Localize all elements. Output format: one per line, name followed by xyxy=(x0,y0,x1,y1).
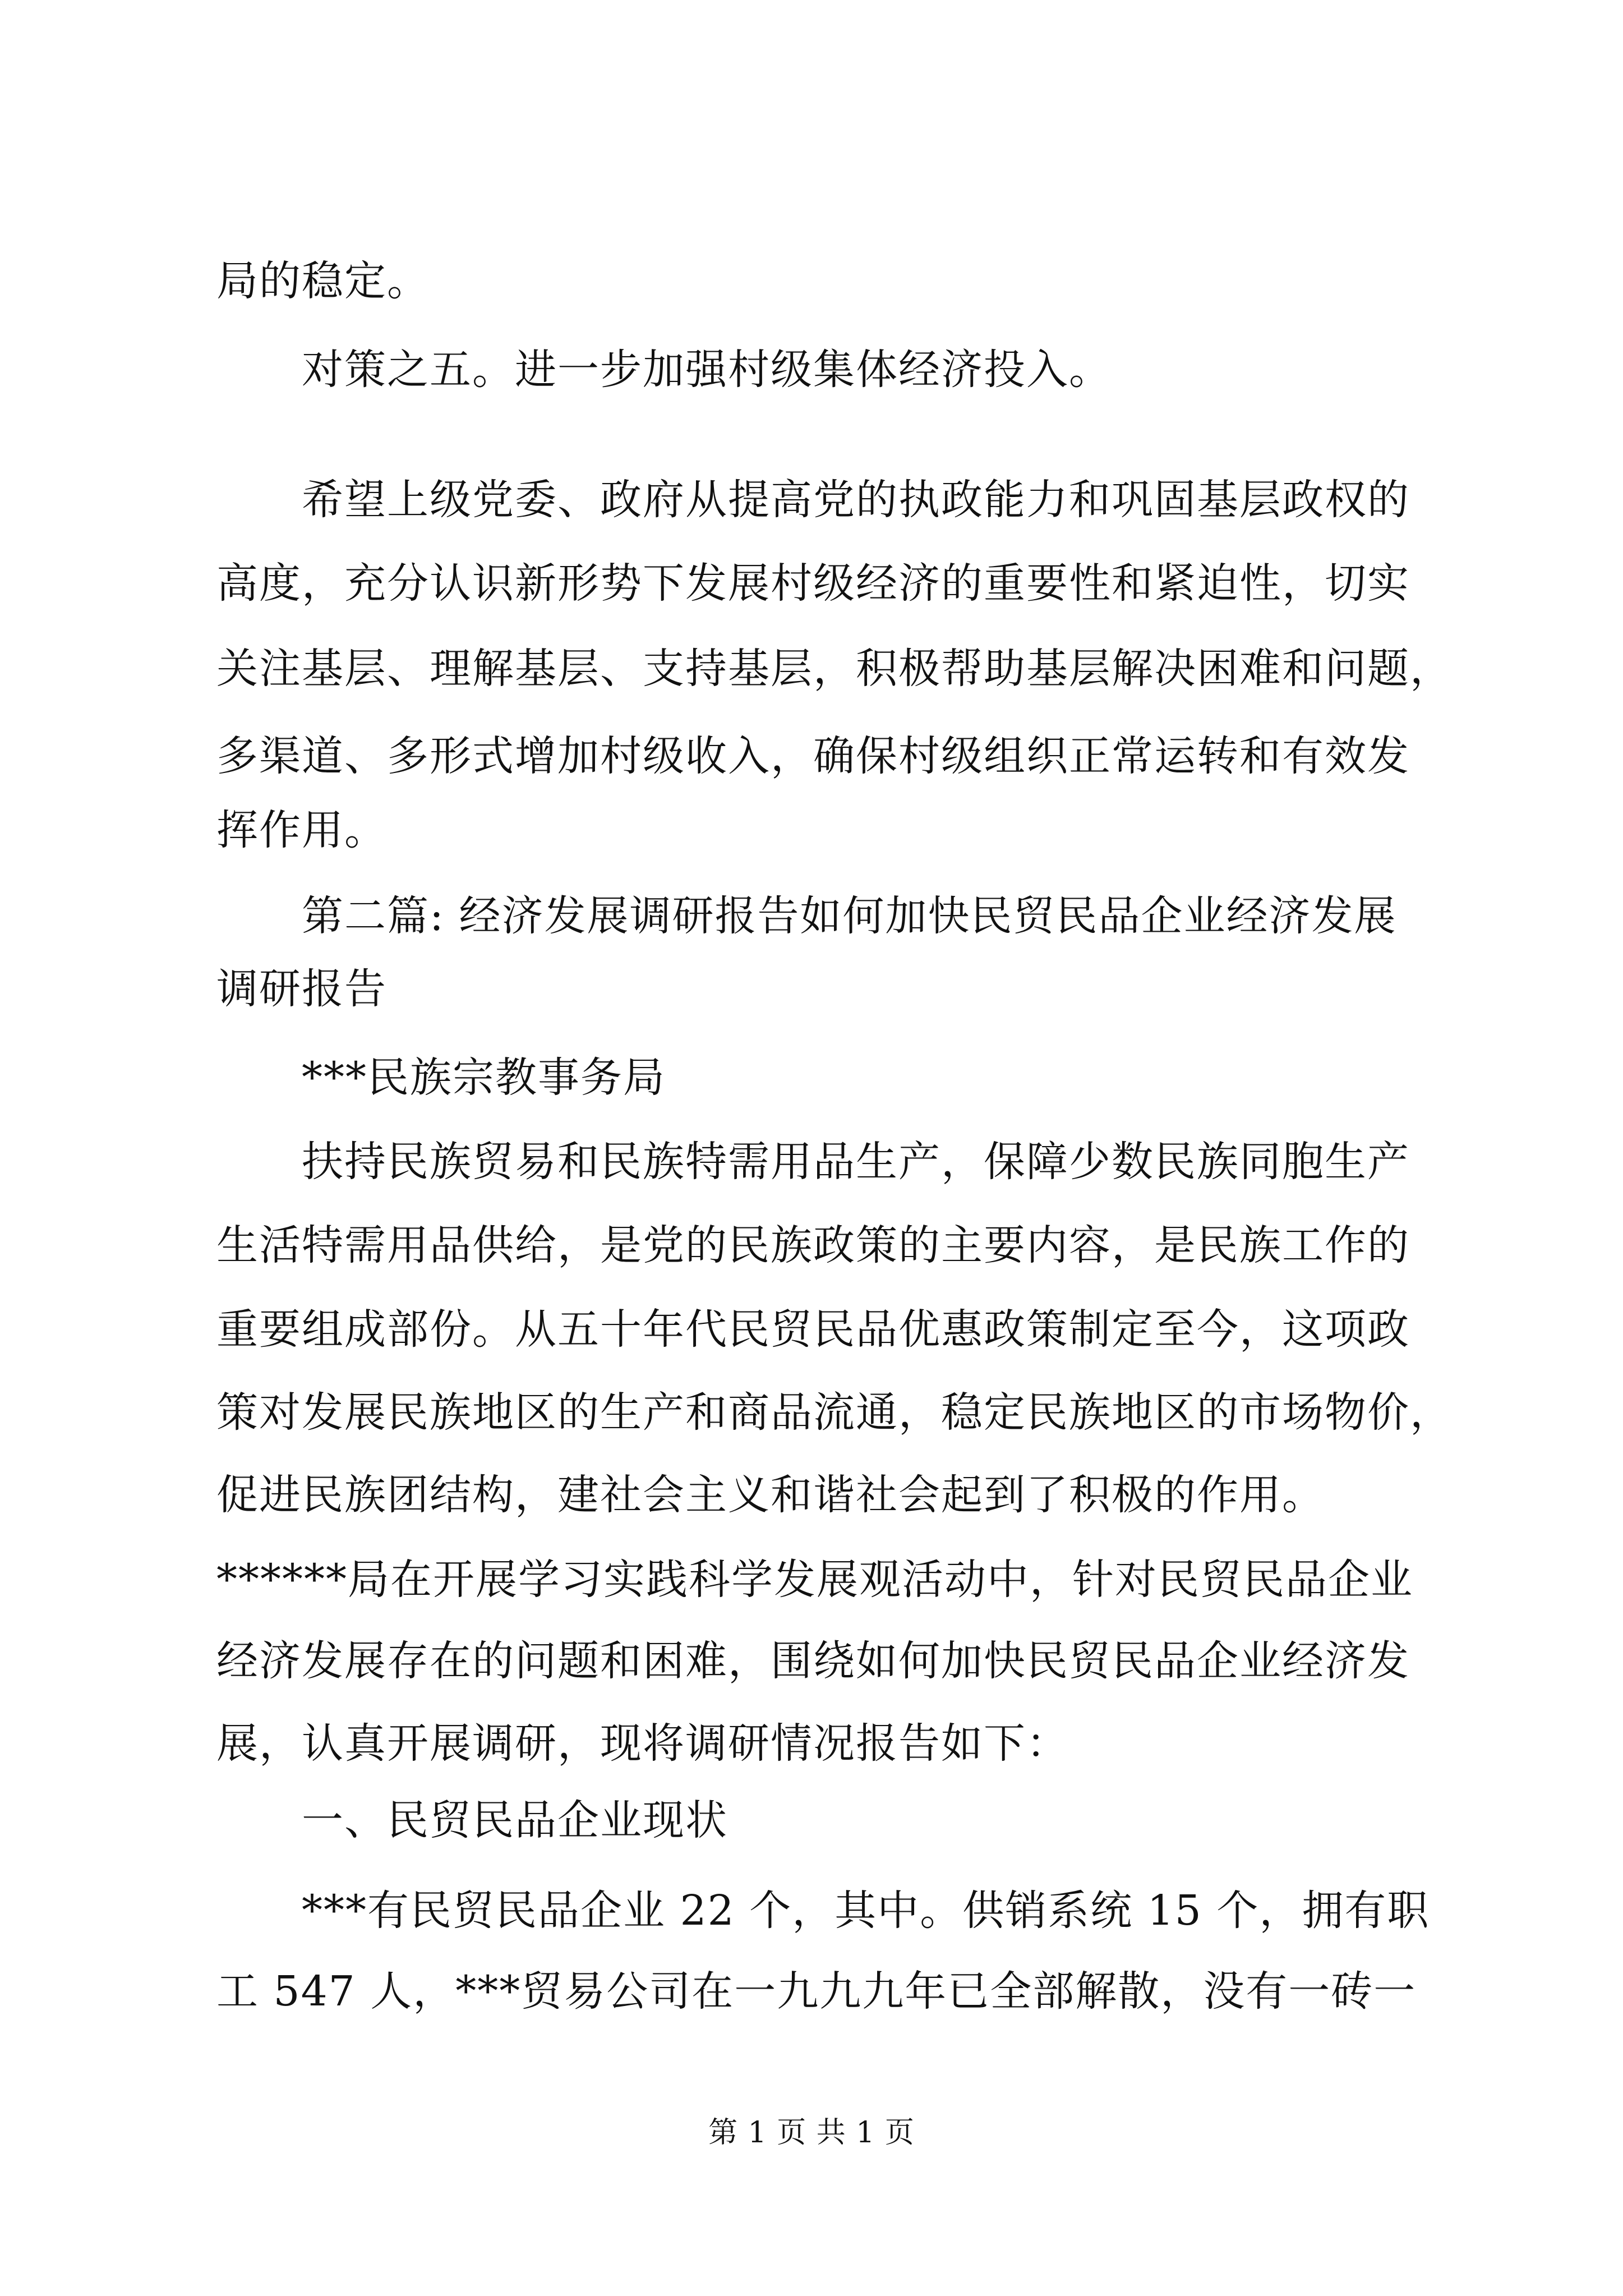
text-line: 多渠道、多形式增加村级收入，确保村级组织正常运转和有效发 xyxy=(216,732,1410,780)
text-line: 工 547 人，***贸易公司在一九九九年已全部解散，没有一砖一 xyxy=(216,1967,1417,2016)
text-line: ***有民贸民品企业 22 个，其中。供销系统 15 个，拥有职 xyxy=(302,1887,1430,1935)
text-line: 重要组成部份。从五十年代民贸民品优惠政策制定至今，这项政 xyxy=(216,1305,1410,1354)
text-line: 扶持民族贸易和民族特需用品生产，保障少数民族同胞生产 xyxy=(302,1138,1410,1186)
text-line: 经济发展存在的问题和困难，围绕如何加快民贸民品企业经济发 xyxy=(216,1637,1410,1685)
text-line: 促进民族团结构，建社会主义和谐社会起到了积极的作用。 xyxy=(216,1471,1325,1519)
text-line: ***民族宗教事务局 xyxy=(302,1053,666,1102)
page-footer: 第 1 页 共 1 页 xyxy=(708,2116,915,2150)
text-line: 局的稳定。 xyxy=(216,257,430,305)
text-line: 展，认真开展调研，现将调研情况报告如下： xyxy=(216,1719,1069,1768)
text-line: 策对发展民族地区的生产和商品流通，稳定民族地区的市场物价， xyxy=(216,1388,1453,1437)
text-line: 一、民贸民品企业现状 xyxy=(302,1796,728,1844)
text-line: ******局在开展学习实践科学发展观活动中，针对民贸民品企业 xyxy=(216,1556,1413,1604)
text-line: 希望上级党委、政府从提高党的执政能力和巩固基层政权的 xyxy=(302,476,1410,524)
text-line: 生活特需用品供给，是党的民族政策的主要内容，是民族工作的 xyxy=(216,1221,1410,1269)
text-line: 对策之五。进一步加强村级集体经济投入。 xyxy=(302,346,1112,394)
text-line: 调研报告 xyxy=(216,965,387,1013)
text-line: 关注基层、理解基层、支持基层，积极帮助基层解决困难和问题， xyxy=(216,645,1453,693)
text-line: 高度，充分认识新形势下发展村级经济的重要性和紧迫性，切实 xyxy=(216,559,1410,608)
text-line: 挥作用。 xyxy=(216,806,387,854)
text-line: 第二篇: 经济发展调研报告如何加快民贸民品企业经济发展 xyxy=(302,892,1397,940)
